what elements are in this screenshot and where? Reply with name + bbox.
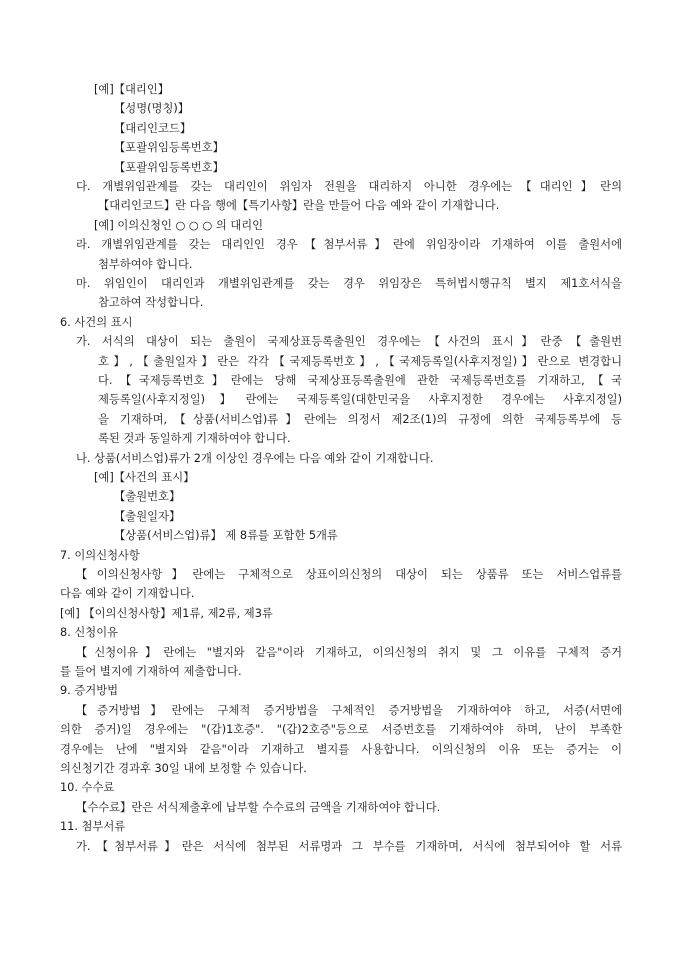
text-line: 9. 증거방법 [60,684,119,698]
text-line: 8. 신청이유 [60,626,119,640]
text-line: 의한 증거)일 경우에는 "(갑)1호증". "(갑)2호증"등으로 서증번호를 기재하여야 하며, 난이 부족한 [60,723,622,737]
text-line: 【포괄위임등록번호】 [114,141,224,155]
text-line: 【상품(서비스업)류】 제 8류를 포함한 5개류 [114,529,338,543]
text-line: 【신청이유】란에는 "별지와 같음"이라 기재하고, 이의신청의 취지 및 그 이유를 구체적 증거 [76,645,622,659]
text-line: 10. 수수료 [60,781,115,795]
text-line: 라. 개별위임관계를 갖는 대리인인 경우【첨부서류】란에 위임장이라 기재하여 이를 출원서에 [76,238,622,252]
text-line: 경우에는 난에 "별지와 같음"이라 기재하고 별지를 사용합니다. 이의신청의 이유 또는 증거는 이 [60,742,622,756]
text-line: 가.【첨부서류】란은 서식에 첨부된 서류명과 그 부수를 기재하며, 서식에 첨부되어야 할 서류 [76,839,622,853]
text-line: 6. 사건의 표시 [60,315,133,329]
text-line: 【출원일자】 [114,509,181,523]
text-line: 제등록일(사후지정일)】란에는 국제등록일(대한민국을 사후지정한 경우에는 사후지정일) [98,393,622,407]
text-line: 가. 서식의 대상이 되는 출원이 국제상표등록출원인 경우에는【사건의 표시】란중【출원번 [76,335,622,349]
text-line: [예]【대리인】 [94,83,170,96]
text-line: 【출원번호】 [114,490,181,504]
text-line: 【성명(명칭)】 [114,102,190,116]
text-line: 을 기재하며,【상품(서비스업)류】란에는 의정서 제2조(1)의 규정에 의한 국제등록부에 등 [98,412,622,426]
text-line: 다.【국제등록번호】란에는 당해 국제상표등록출원에 관한 국제등록번호를 기재하고,【국 [98,374,622,387]
text-line: [예]【사건의 표시】 [94,471,195,484]
text-line: 나. 상품(서비스업)류가 2개 이상인 경우에는 다음 예와 같이 기재합니다. [76,451,434,465]
text-line: [예] 【이의신청사항】제1류, 제2류, 제3류 [60,606,273,620]
text-line: 【증거방법】란에는 구체적 증거방법을 구체적인 증거방법을 기재하여야 하고, 서증(서면에 [76,703,622,717]
text-line: 11. 첨부서류 [60,820,126,834]
text-line: 참고하여 작성합니다. [98,296,204,310]
text-line: 호】,【출원일자】란은 각각【국제등록번호】,【국제등록일(사후지정일)】란으로 변경합니 [98,354,622,368]
text-line: 마. 위임인이 대리인과 개별위임관계를 갖는 경우 위임장은 특허법시행규칙 별지 제1호서식을 [76,277,622,290]
text-line: 록된 것과 동일하게 기재하여야 합니다. [98,432,291,446]
text-line: 【이의신청사항】란에는 구체적으로 상표이의신청의 대상이 되는 상품류 또는 서비스업류를 [76,568,622,581]
text-line: [예] 이의신청인 ○ ○ ○ 의 대리인 [94,218,264,232]
text-line: 【포괄위임등록번호】 [114,160,224,174]
text-line: 【대리인코드】란 다음 행에【특기사항】란을 만들어 다음 예와 같이 기재합니다. [98,199,500,213]
text-line: 를 들어 별지에 기재하여 제출합니다. [60,665,242,678]
text-line: 다. 개별위임관계를 갖는 대리인이 위임자 전원을 대리하지 아니한 경우에는【대리인】란의 [76,180,622,193]
text-line: 첨부하여야 합니다. [98,257,193,271]
text-line: 7. 이의신청사항 [60,548,140,562]
text-line: 의신청기간 경과후 30일 내에 보정할 수 있습니다. [60,762,307,775]
text-line: 다음 예와 같이 기재합니다. [60,587,195,601]
text-line: 【대리인코드】 [114,121,192,135]
text-line: 【수수료】란은 서식제출후에 납부할 수수료의 금액을 기재하여야 합니다. [76,800,441,814]
